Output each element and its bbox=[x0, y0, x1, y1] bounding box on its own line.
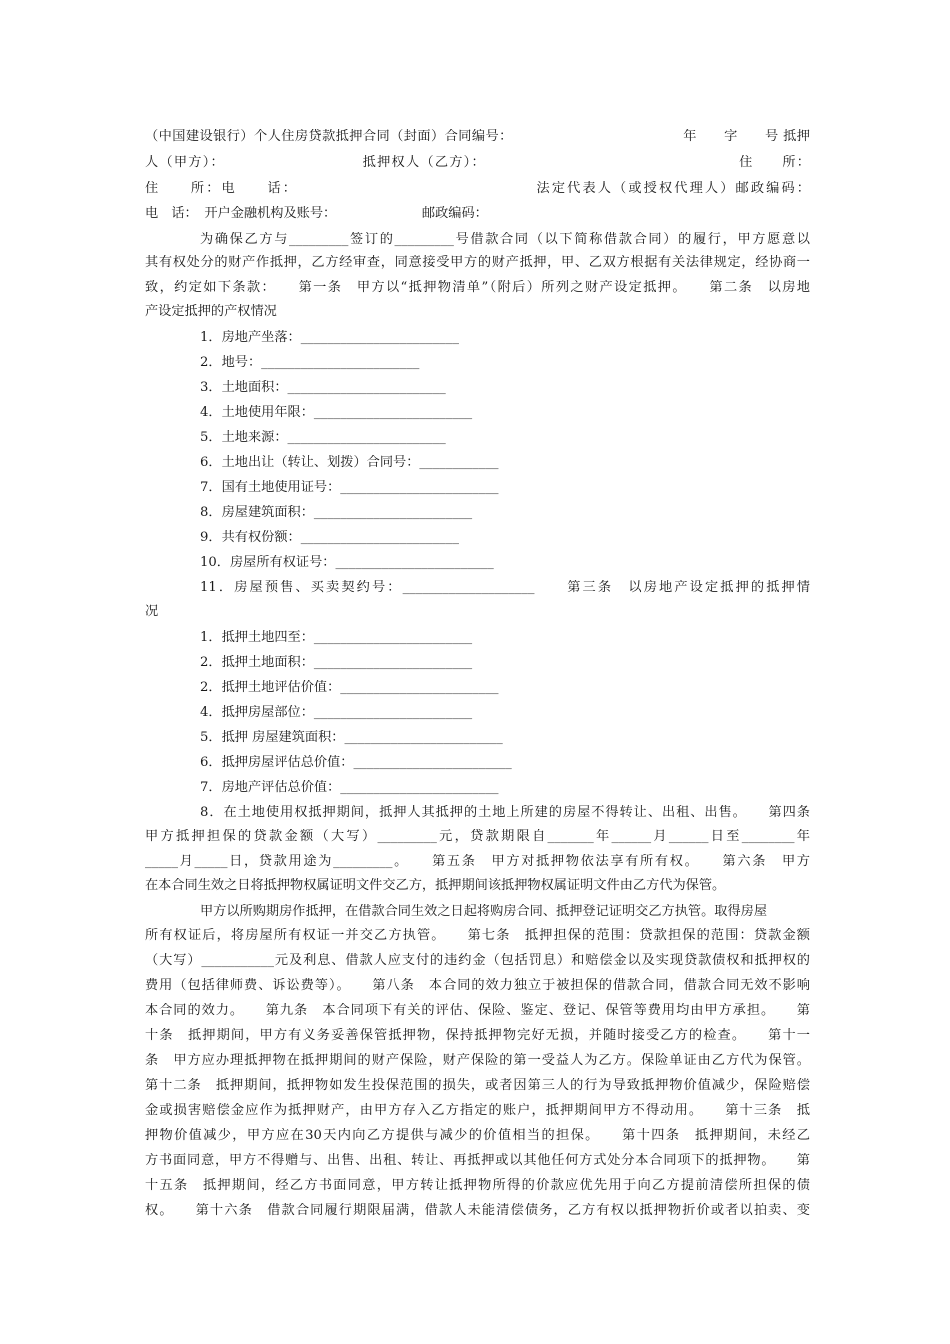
body-line: （大写）___________元及利息、借款人应支付的违约金（包括罚息）和赔偿金以及实现贷款债权和抵押权的 bbox=[145, 953, 810, 968]
cover-line-contract-no: （中国建设银行）个人住房贷款抵押合同（封面）合同编号： 年 字 号 抵押 bbox=[145, 129, 810, 144]
body-line: 所有权证后，将房屋所有权证一并交乙方执管。 第七条 抵押担保的范围：贷款担保的范围：贷款金额 bbox=[145, 928, 810, 943]
field-line: 6．抵押房屋评估总价值：________________________ bbox=[200, 755, 512, 770]
field-line: 9．共有权份额：________________________ bbox=[200, 530, 459, 545]
body-line: 方书面同意，甲方不得赠与、出售、出租、转让、再抵押或以其他任何方式处分本合同项下的抵押物。 第 bbox=[145, 1153, 810, 1168]
field-line: 5．抵押 房屋建筑面积：________________________ bbox=[200, 730, 503, 745]
preamble-line: 致，约定如下条款： 第一条 甲方以“抵押物清单”（附后）所列之财产设定抵押。 第二条 以房地 bbox=[145, 280, 810, 295]
body-line: 条 甲方应办理抵押物在抵押期间的财产保险，财产保险的第一受益人为乙方。保险单证由乙方代为保管。 bbox=[145, 1053, 810, 1068]
field-line: 8．房屋建筑面积：________________________ bbox=[200, 505, 473, 520]
field-line: 7．房地产评估总价值：________________________ bbox=[200, 780, 499, 795]
field-line: 4．抵押房屋部位：________________________ bbox=[200, 705, 473, 720]
body-line: 费用（包括律师费、诉讼费等）。 第八条 本合同的效力独立于被担保的借款合同，借款合同无效不影响 bbox=[145, 978, 810, 993]
body-line: 8．在土地使用权抵押期间，抵押人其抵押的土地上所建的房屋不得转让、出租、出售。 第四条 bbox=[200, 805, 810, 820]
body-line: 在本合同生效之日将抵押物权属证明文件交乙方，抵押期间该抵押物权属证明文件由乙方代为保管。 bbox=[145, 878, 726, 893]
body-line: 十五条 抵押期间，经乙方书面同意，甲方转让抵押物所得的价款应优先用于向乙方提前清偿所担保的债 bbox=[145, 1178, 810, 1193]
body-line: 甲方以所购期房作抵押，在借款合同生效之日起将购房合同、抵押登记证明交乙方执管。取得房屋 bbox=[200, 904, 768, 919]
article-3-heading-end: 况 bbox=[145, 604, 159, 619]
body-line: 第十二条 抵押期间，抵押物如发生投保范围的损失，或者因第三人的行为导致抵押物价值减少，保险赔偿 bbox=[145, 1078, 810, 1093]
field-line: 11．房屋预售、买卖契约号：____________________ 第三条 以房地产设定抵押的抵押情 bbox=[200, 580, 810, 595]
body-line: _____月_____日，贷款用途为_________。 第五条 甲方对抵押物依法享有所有权。 第六条 甲方 bbox=[145, 854, 810, 869]
body-line: 权。 第十六条 借款合同履行期限届满，借款人未能清偿债务，乙方有权以抵押物折价或者以拍卖、变 bbox=[145, 1203, 810, 1218]
body-line: 金或损害赔偿金应作为抵押财产，由甲方存入乙方指定的账户，抵押期间甲方不得动用。 第十三条 抵 bbox=[145, 1103, 810, 1118]
body-line: 十条 抵押期间，甲方有义务妥善保管抵押物，保持抵押物完好无损，并随时接受乙方的检查。 第十一 bbox=[145, 1028, 810, 1043]
field-line: 1．房地产坐落：________________________ bbox=[200, 330, 459, 345]
field-line: 7．国有土地使用证号：________________________ bbox=[200, 480, 499, 495]
field-line: 10．房屋所有权证号：________________________ bbox=[200, 555, 494, 570]
field-line: 4．土地使用年限：________________________ bbox=[200, 405, 473, 420]
body-line: 押物价值减少，甲方应在30天内向乙方提供与减少的价值相当的担保。 第十四条 抵押期间，未经乙 bbox=[145, 1128, 810, 1143]
preamble-line: 为确保乙方与_________签订的_________号借款合同（以下简称借款合同）的履行，甲方愿意以 bbox=[200, 232, 810, 247]
cover-line-parties: 人（甲方）： 抵押权人（乙方）： 住 所： bbox=[145, 155, 810, 170]
field-line: 2．抵押土地面积：________________________ bbox=[200, 655, 473, 670]
field-line: 3．土地面积：________________________ bbox=[200, 380, 446, 395]
preamble-line: 其有权处分的财产作抵押，乙方经审查，同意接受甲方的财产抵押，甲、乙双方根据有关法律规定，经协商一 bbox=[145, 255, 810, 270]
field-line: 6．土地出让（转让、划拨）合同号：____________ bbox=[200, 455, 499, 470]
cover-line-address: 住 所：电 话： 法定代表人（或授权代理人）邮政编码： bbox=[145, 181, 810, 196]
field-line: 2．抵押土地评估价值：________________________ bbox=[200, 680, 499, 695]
field-line: 5．土地来源：________________________ bbox=[200, 430, 446, 445]
field-line: 1．抵押土地四至：________________________ bbox=[200, 630, 473, 645]
field-line: 2．地号：________________________ bbox=[200, 355, 420, 370]
body-line: 本合同的效力。 第九条 本合同项下有关的评估、保险、鉴定、登记、保管等费用均由甲方承担。 第 bbox=[145, 1003, 810, 1018]
body-line: 甲方抵押担保的贷款金额（大写）_________元，贷款期限自_______年______月______日至________年 bbox=[145, 829, 810, 844]
cover-line-phone: 电 话： 开户金融机构及账号： 邮政编码： bbox=[145, 206, 488, 221]
article-2-heading: 产设定抵押的产权情况 bbox=[145, 304, 277, 319]
